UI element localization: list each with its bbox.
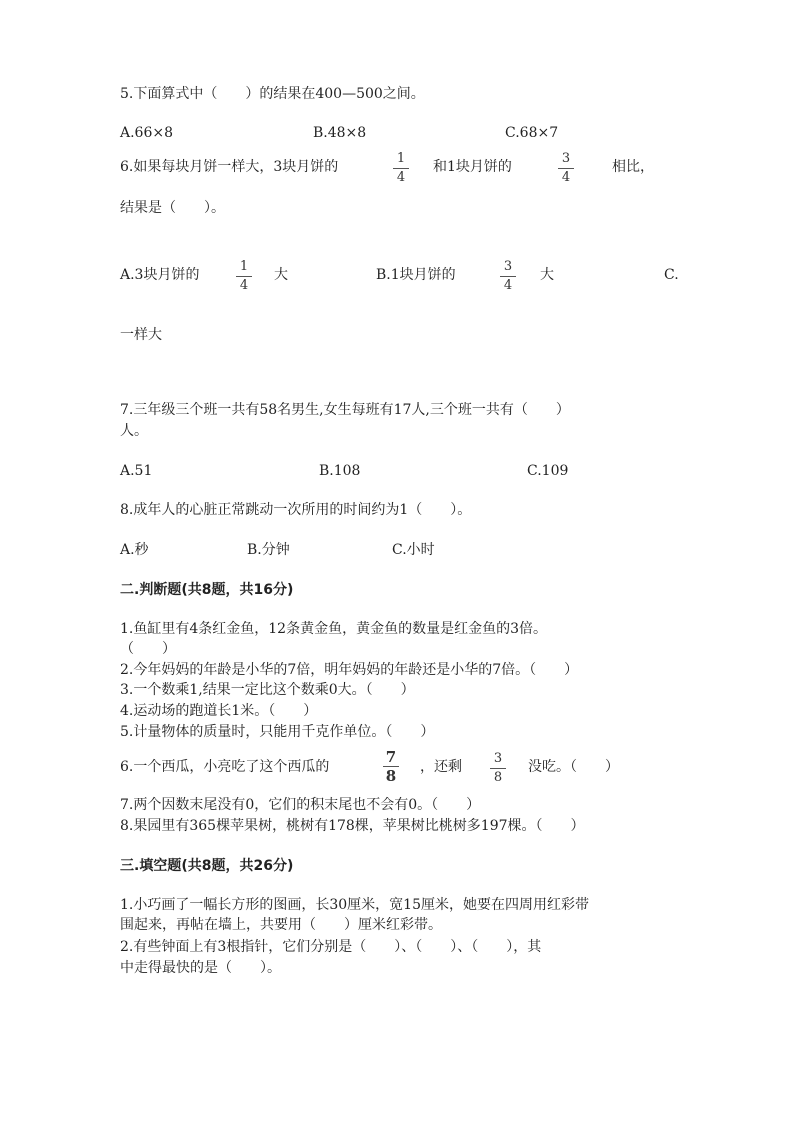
judge-question-1-line1: 1.鱼缸里有4条红金鱼，12条黄金鱼，黄金鱼的数量是红金鱼的3倍。: [120, 621, 547, 637]
question-7-line1: 7.三年级三个班一共有58名男生,女生每班有17人,三个班一共有（ ）: [120, 402, 570, 418]
fraction-denominator: 4: [503, 278, 513, 293]
fraction-three-quarters: [500, 260, 516, 293]
question-7-option-a: A.51: [120, 463, 153, 479]
fraction-bar: [490, 768, 506, 769]
judge-question-1-line2: （ ）: [120, 641, 176, 657]
judge-question-3: 3.一个数乘1,结果一定比这个数乘0大。（ ）: [120, 682, 415, 698]
judge-question-7: 7.两个因数末尾没有0，它们的积末尾也不会有0。（ ）: [120, 797, 481, 813]
question-6-option-b-suffix: 大: [540, 267, 554, 283]
fraction-bar: [500, 276, 516, 277]
question-6-text-1: 6.如果每块月饼一样大，3块月饼的: [120, 159, 339, 175]
judge-question-2: 2.今年妈妈的年龄是小华的7倍，明年妈妈的年龄还是小华的7倍。（ ）: [120, 662, 579, 678]
fraction-denominator: 8: [493, 770, 503, 785]
question-7-line2: 人。: [120, 423, 148, 439]
section-3-heading: 三.填空题(共8题，共26分): [120, 858, 294, 874]
section-2-heading: 二.判断题(共8题，共16分): [120, 582, 294, 598]
fraction-three-quarters: [558, 152, 574, 185]
fraction-seven-eighths: [383, 750, 399, 783]
judge-question-6-text-2: ，还剩: [420, 759, 462, 775]
fraction-numerator: 3: [493, 751, 503, 766]
fraction-one-quarter: [393, 152, 409, 185]
fraction-three-eighths: [490, 752, 506, 785]
question-8-option-c: C.小时: [392, 542, 435, 558]
question-7-option-b: B.108: [319, 463, 361, 479]
fraction-bar: [236, 276, 252, 277]
question-5-option-a: A.66×8: [120, 125, 174, 141]
fraction-bar: [393, 168, 409, 169]
fraction-one-quarter: [236, 260, 252, 293]
fraction-numerator: 1: [239, 259, 249, 274]
fraction-numerator: 3: [561, 151, 571, 166]
fill-question-1-line2: 围起来，再帖在墙上，共要用（ ）厘米红彩带。: [120, 917, 442, 933]
fraction-numerator: 3: [503, 259, 513, 274]
question-6-text-line2: 结果是（ ）。: [120, 200, 225, 216]
fraction-bar: [558, 168, 574, 169]
judge-question-8: 8.果园里有365棵苹果树，桃树有178棵，苹果树比桃树多197棵。（ ）: [120, 818, 585, 834]
fraction-numerator: 7: [385, 748, 397, 766]
question-7-option-c: C.109: [527, 463, 569, 479]
question-8-stem: 8.成年人的心脏正常跳动一次所用的时间约为1（ ）。: [120, 502, 472, 518]
judge-question-5: 5.计量物体的质量时，只能用千克作单位。（ ）: [120, 724, 435, 740]
question-8-option-a: A.秒: [120, 542, 149, 558]
fraction-denominator: 4: [239, 278, 249, 293]
fraction-denominator: 4: [561, 170, 571, 185]
fill-question-1-line1: 1.小巧画了一幅长方形的图画，长30厘米，宽15厘米，她要在四周用红彩带: [120, 897, 589, 913]
question-6-option-a: A.3块月饼的: [120, 267, 200, 283]
question-8-option-b: B.分钟: [247, 542, 290, 558]
judge-question-4: 4.运动场的跑道长1米。（ ）: [120, 703, 318, 719]
question-5-stem: 5.下面算式中（ ）的结果在400—500之间。: [120, 86, 425, 102]
question-6-option-c-label: C.: [664, 267, 679, 283]
question-5-option-b: B.48×8: [313, 125, 367, 141]
fraction-numerator: 1: [396, 151, 406, 166]
question-6-text-2: 和1块月饼的: [433, 159, 512, 175]
fill-question-2-line1: 2.有些钟面上有3根指针，它们分别是（ ）、（ ）、（ ），其: [120, 939, 542, 955]
judge-question-6-text-3: 没吃。（ ）: [528, 759, 619, 775]
question-6-option-b: B.1块月饼的: [376, 267, 456, 283]
fill-question-2-line2: 中走得最快的是（ ）。: [120, 960, 281, 976]
question-6-option-a-suffix: 大: [274, 267, 288, 283]
judge-question-6-text-1: 6.一个西瓜，小亮吃了这个西瓜的: [120, 759, 330, 775]
fraction-denominator: 8: [385, 767, 397, 785]
fraction-denominator: 4: [396, 170, 406, 185]
question-6-text-3: 相比，: [612, 159, 654, 175]
question-5-option-c: C.68×7: [505, 125, 559, 141]
question-6-option-c-text: 一样大: [120, 327, 162, 343]
